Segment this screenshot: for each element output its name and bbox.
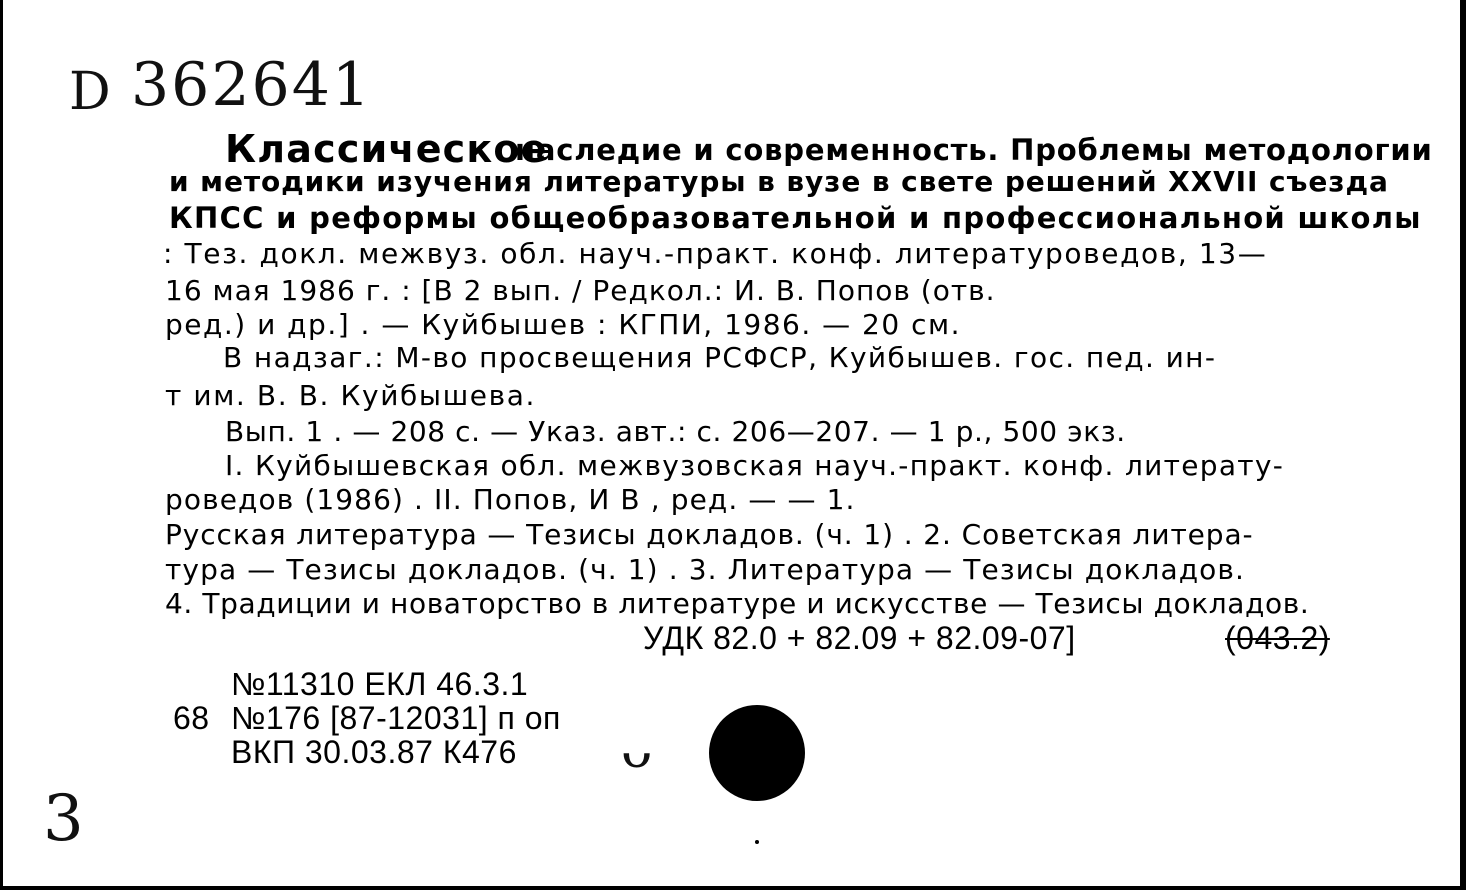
body-line-2: и методики изучения литературы в вузе в свете решений XXVII съезда (169, 165, 1389, 198)
body-line-11: роведов (1986) . II. Попов, И В , ред. — — 1. (165, 483, 856, 516)
body-line-6: ред.) и др.] . — Куйбышев : КГПИ, 1986. — 20 см. (165, 308, 962, 341)
udc-struck-code: (043.2) (1225, 620, 1330, 656)
body-line-13: тура — Тезисы докладов. (ч. 1) . 3. Литература — Тезисы докладов. (165, 553, 1246, 586)
footer-line-3: ВКП 30.03.87 К476 (231, 734, 517, 770)
title-lead: Классическое (225, 127, 548, 171)
body-line-3: КПСС и реформы общеобразовательной и профессиональной школы (169, 201, 1422, 235)
body-line-5: 16 мая 1986 г. : [В 2 вып. / Редкол.: И. В. Попов (отв. (165, 274, 996, 307)
footer-prefix: 68 (173, 700, 210, 736)
body-line-7: В надзаг.: М-во просвещения РСФСР, Куйбышев. гос. пед. ин- (223, 341, 1217, 374)
udc-classification: УДК 82.0 + 82.09 + 82.09-07] (643, 620, 1076, 656)
handwritten-mark: ᴗ (621, 720, 653, 780)
speck (755, 840, 759, 844)
corner-mark: 3 (43, 782, 84, 856)
call-number-prefix: D (69, 62, 111, 122)
body-line-8: т им. В. В. Куйбышева. (165, 379, 536, 412)
body-line-12: Русская литература — Тезисы докладов. (ч. 1) . 2. Советская литера- (165, 518, 1254, 551)
call-number: 362641 (131, 50, 373, 120)
body-line-4: : Тез. докл. межвуз. обл. науч.-практ. конф. литературоведов, 13— (163, 237, 1268, 270)
body-line-14: 4. Традиции и новаторство в литературе и искусстве — Тезисы докладов. (165, 587, 1310, 620)
punch-hole (709, 705, 805, 801)
body-line-9: Вып. 1 . — 208 с. — Указ. авт.: с. 206—207. — 1 р., 500 экз. (225, 415, 1126, 448)
footer-line-2: №176 [87-12031] п оп (231, 700, 561, 736)
body-line-10: I. Куйбышевская обл. межвузовская науч.-практ. конф. литерату- (225, 449, 1285, 482)
footer-line-1: №11310 ЕКЛ 46.3.1 (231, 666, 529, 702)
body-line-1: наследие и современность. Проблемы методологии (515, 133, 1433, 167)
